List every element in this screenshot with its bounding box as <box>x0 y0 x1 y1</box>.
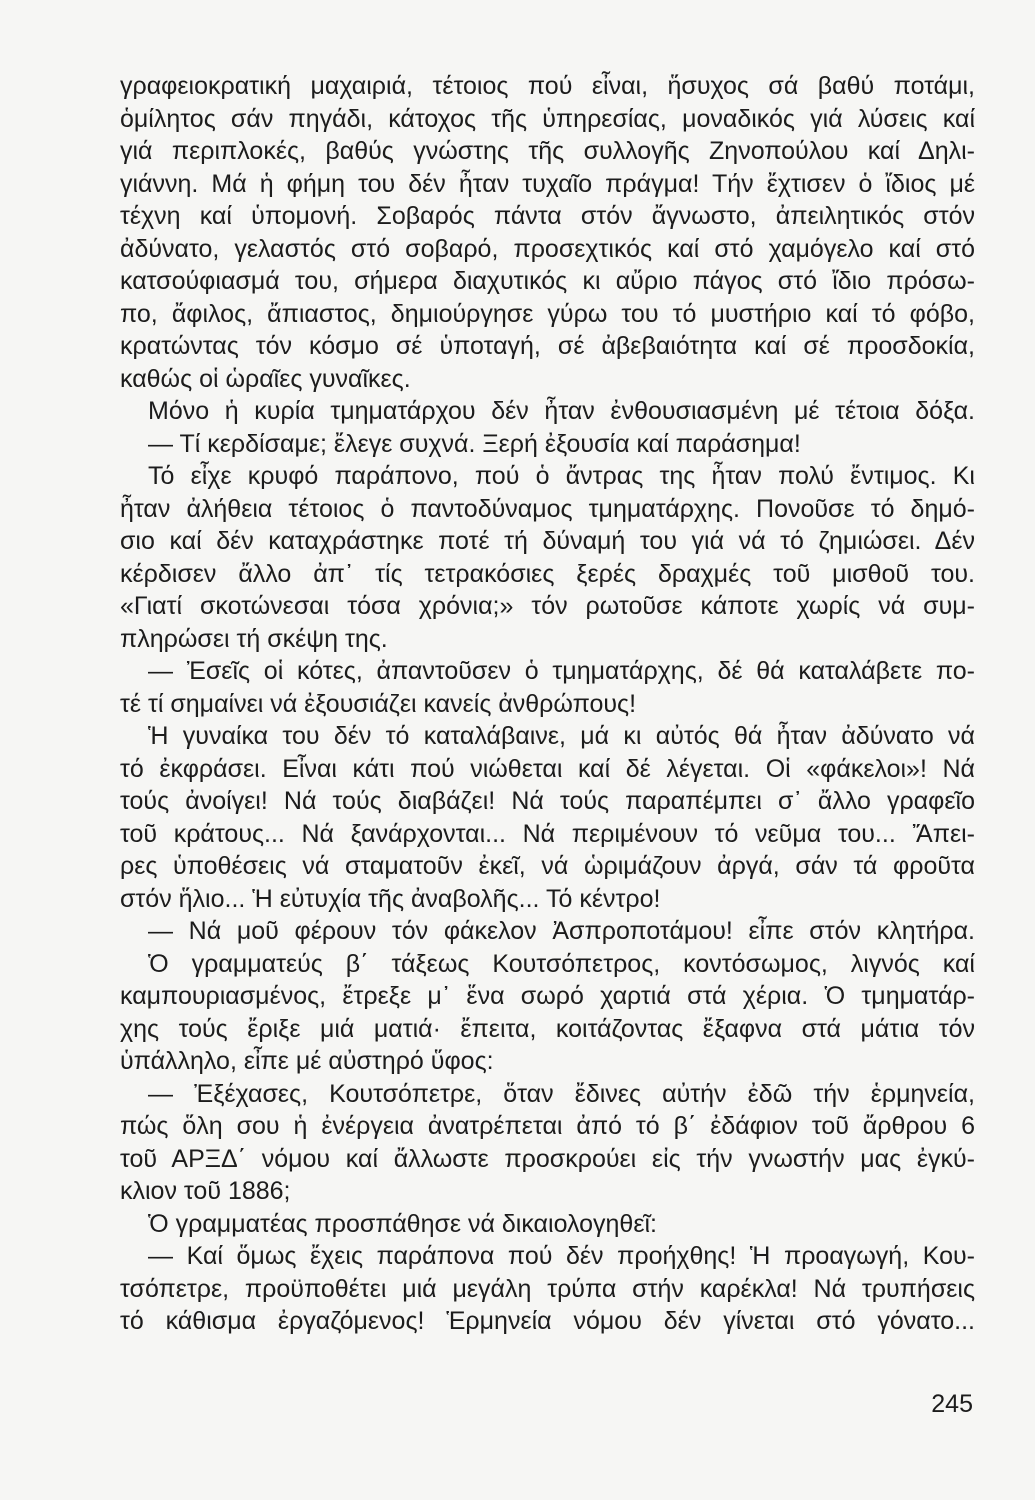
text-line: σιο καί δέν καταχράστηκε ποτέ τή δύναμή του γιά νά τό ζημιώσει. Δέν <box>120 527 975 555</box>
text-line: κέρδισεν ἄλλο ἀπ᾿ τίς τετρακόσιες ξερές δραχμές τοῦ μισθοῦ του. <box>120 559 975 588</box>
text-line: κρατώντας τόν κόσμο σέ ὑποταγή, σέ ἀβεβαιότητα καί σέ προσδοκία, <box>120 332 975 360</box>
text-line: ὑπάλληλο, εἶπε μέ αὐστηρό ὕφος: <box>120 1047 494 1075</box>
text-line: — Ἐσεῖς οἱ κότες, ἀπαντοῦσεν ὁ τμηματάρχης, δέ θά καταλάβετε πο- <box>148 657 975 685</box>
text-line: «Γιατί σκοτώνεσαι τόσα χρόνια;» τόν ρωτοῦσε κάποτε χωρίς νά συμ- <box>120 592 975 620</box>
text-line: Ὁ γραμματεύς β΄ τάξεως Κουτσόπετρος, κοντόσωμος, λιγνός καί <box>148 949 975 978</box>
text-line: τό ἐκφράσει. Εἶναι κάτι πού νιώθεται καί δέ λέγεται. Οἱ «φάκελοι»! Νά <box>120 754 975 783</box>
text-line: ὁμίλητος σάν πηγάδι, κάτοχος τῆς ὑπηρεσίας, μοναδικός γιά λύσεις καί <box>120 104 975 133</box>
text-line: ἀδύνατο, γελαστός στό σοβαρό, προσεχτικός καί στό χαμόγελο καί στό <box>120 234 975 263</box>
text-line: ἦταν ἀλήθεια τέτοιος ὁ παντοδύναμος τμηματάρχης. Πονοῦσε τό δημό- <box>120 494 975 523</box>
text-line: τοῦ κράτους... Νά ξανάρχονται... Νά περιμένουν τό νεῦμα του... Ἄπει- <box>120 819 975 848</box>
text-line: — Καί ὅμως ἔχεις παράπονα πού δέν προήχθης! Ἡ προαγωγή, Κου- <box>148 1242 975 1270</box>
text-line: Μόνο ἡ κυρία τμηματάρχου δέν ἦταν ἐνθουσιασμένη μέ τέτοια δόξα. <box>148 397 975 425</box>
body-text <box>120 70 975 1338</box>
text-line: καμπουριασμένος, ἔτρεξε μ᾿ ἕνα σωρό χαρτιά στά χέρια. Ὁ τμηματάρ- <box>120 982 975 1010</box>
text-line: τούς ἀνοίγει! Νά τούς διαβάζει! Νά τούς παραπέμπει σ᾿ ἄλλο γραφεῖο <box>120 787 975 815</box>
text-line: τοῦ ΑΡΞΔ΄ νόμου καί ἄλλωστε προσκρούει εἰς τήν γνωστήν μας ἐγκύ- <box>120 1144 975 1173</box>
page-number: 245 <box>931 1390 973 1418</box>
text-line: καθώς οἱ ὡραῖες γυναῖκες. <box>120 364 411 393</box>
text-line: πώς ὅλη σου ἡ ἐνέργεια ἀνατρέπεται ἀπό τό β΄ ἐδάφιον τοῦ ἄρθρου 6 <box>120 1112 975 1140</box>
text-line: Ἡ γυναίκα του δέν τό καταλάβαινε, μά κι αὐτός θά ἦταν ἀδύνατο νά <box>148 722 975 750</box>
text-line: γιάννη. Μά ἡ φήμη του δέν ἦταν τυχαῖο πράγμα! Τήν ἔχτισεν ὁ ἴδιος μέ <box>120 169 975 198</box>
text-line: πο, ἄφιλος, ἄπιαστος, δημιούργησε γύρω του τό μυστήριο καί τό φόβο, <box>120 299 975 328</box>
text-line: ρες ὑποθέσεις νά σταματοῦν ἐκεῖ, νά ὡριμάζουν ἀργά, σάν τά φροῦτα <box>120 852 975 880</box>
text-line: — Ἐξέχασες, Κουτσόπετρε, ὅταν ἔδινες αὐτήν ἐδῶ τήν ἑρμηνεία, <box>148 1079 975 1108</box>
text-line: πληρώσει τή σκέψη της. <box>120 624 388 653</box>
text-line: τσόπετρε, προϋποθέτει μιά μεγάλη τρύπα στήν καρέκλα! Νά τρυπήσεις <box>120 1274 975 1303</box>
text-line: κατσούφιασμά του, σήμερα διαχυτικός κι αὔριο πάγος στό ἴδιο πρόσω- <box>120 267 975 295</box>
text-line: τέ τί σημαίνει νά ἐξουσιάζει κανείς ἀνθρώπους! <box>120 689 637 718</box>
text-line: Ὁ γραμματέας προσπάθησε νά δικαιολογηθεῖ: <box>148 1209 657 1238</box>
text-line: στόν ἥλιο... Ἡ εὐτυχία τῆς ἀναβολῆς... Τό κέντρο! <box>120 884 661 913</box>
text-line: τέχνη καί ὑπομονή. Σοβαρός πάντα στόν ἄγνωστο, ἀπειλητικός στόν <box>120 202 975 230</box>
text-line: — Νά μοῦ φέρουν τόν φάκελον Ἀσπροποτάμου! εἶπε στόν κλητήρα. <box>148 917 975 945</box>
text-line: Τό εἶχε κρυφό παράπονο, πού ὁ ἄντρας της ἦταν πολύ ἔντιμος. Κι <box>148 462 975 490</box>
text-line: — Τί κερδίσαμε; ἔλεγε συχνά. Ξερή ἐξουσία καί παράσημα! <box>148 429 801 458</box>
text-line: τό κάθισμα ἐργαζόμενος! Ἑρμηνεία νόμου δέν γίνεται στό γόνατο... <box>120 1307 975 1335</box>
text-line: κλιον τοῦ 1886; <box>120 1177 291 1205</box>
text-line: χης τούς ἔριξε μιά ματιά· ἔπειτα, κοιτάζοντας ἔξαφνα στά μάτια τόν <box>120 1014 975 1043</box>
text-line: γιά περιπλοκές, βαθύς γνώστης τῆς συλλογῆς Ζηνοπούλου καί Δηλι- <box>120 137 975 165</box>
text-line: γραφειοκρατική μαχαιριά, τέτοιος πού εἶναι, ἥσυχος σά βαθύ ποτάμι, <box>120 72 975 100</box>
